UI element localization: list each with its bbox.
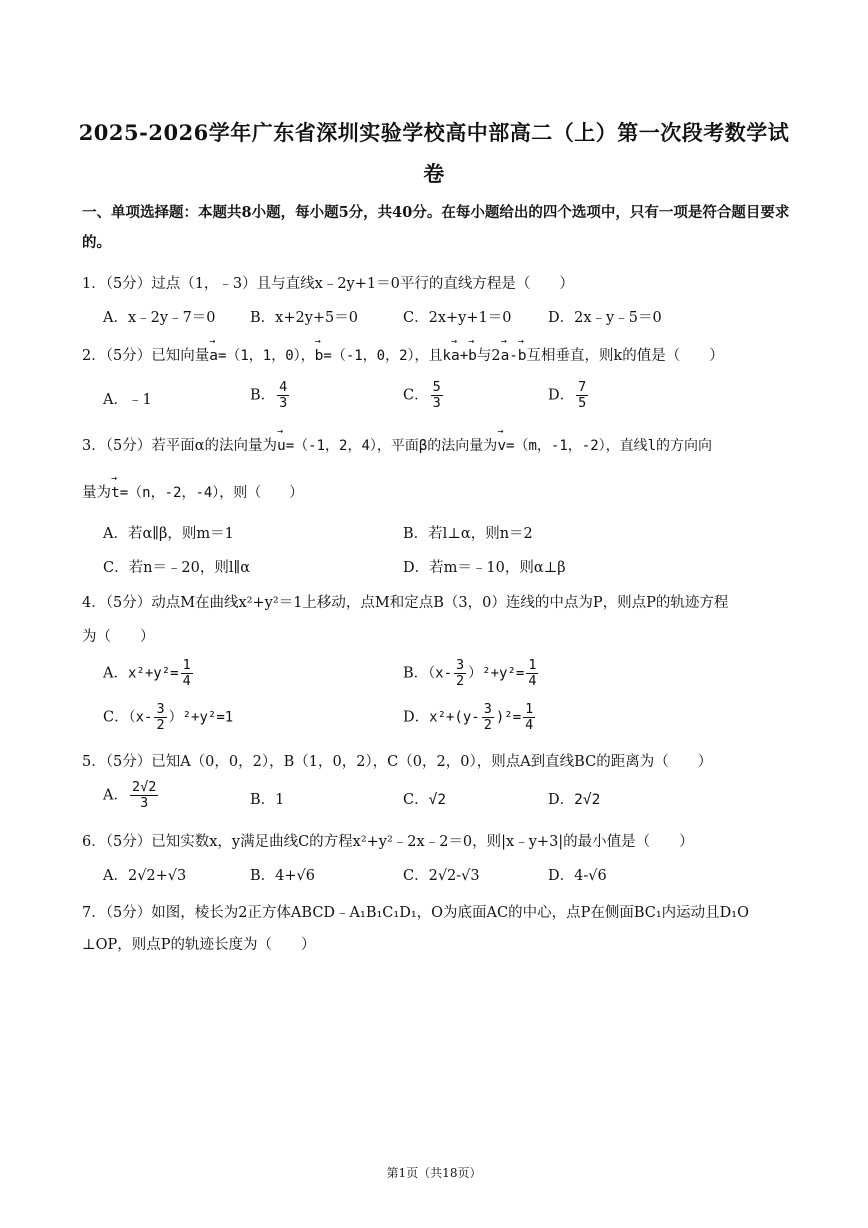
exam-title-line1: 2025-2026学年广东省深圳实验学校高中部高二（上）第一次段考数学试 (78, 120, 790, 145)
vector-a-2: → a (451, 348, 460, 364)
q5-option-d: D．2√2 (548, 792, 601, 808)
question-7-stem-line1: 7．（5分）如图，棱长为2正方体ABCD﹣A₁B₁C₁D₁，O为底面AC的中心，点P在侧面BC₁内运动且D₁O (82, 905, 750, 921)
q2-minus: - (509, 348, 518, 364)
q5-option-c: C．√2 (403, 792, 447, 808)
question-4-stem-line2: 为（ ） (82, 629, 155, 645)
vector-a: → a (209, 348, 218, 364)
q3-option-b: B．若l⊥α，则n＝2 (403, 526, 533, 542)
vector-a-3: → a (501, 348, 510, 364)
q6-option-b: B．4+√6 (250, 868, 315, 884)
q4-option-c: C．（x- $\frac{3}{2}$ ）²+y²=1 (103, 701, 234, 733)
q2-option-a: A．﹣1 (103, 392, 152, 408)
vector-b-3: → b (518, 348, 527, 364)
q1-option-c: C．2x+y+1＝0 (403, 310, 512, 326)
q2-text-2: 与2 (476, 348, 501, 364)
q4-option-a: A．x²+y²= $\frac{1}{4}$ (103, 657, 191, 689)
question-7-stem-line2: ⊥OP，则点P的轨迹长度为（ ） (82, 937, 316, 953)
question-3-stem-line1: 3．（5分）若平面α的法向量为→ u=（-1，2，4），平面β的法向量为→ v=（m，-1，-2），直线l的方向向 (82, 434, 812, 455)
question-5-stem: 5．（5分）已知A（0，0，2），B（1，0，2），C（0，2，0），则点A到直线BC的距离为（ ） (82, 754, 713, 770)
vector-a-value: =（1，1，0）， (217, 348, 315, 364)
q1-option-a: A．x﹣2y﹣7＝0 (103, 310, 216, 326)
q2-text-3: 互相垂直，则k的值是（ ） (526, 348, 724, 364)
q1-option-d: D．2x﹣y﹣5＝0 (548, 310, 662, 326)
fraction: $\frac{7}{5}$ (578, 379, 587, 411)
exam-title-line2: 卷 (423, 161, 445, 186)
q3-option-d: D．若m＝﹣10，则α⊥β (403, 560, 566, 576)
q2-plus: + (459, 348, 469, 364)
q5-option-b: B．1 (250, 792, 285, 808)
question-1-stem: 1．（5分）过点（1，﹣3）且与直线x﹣2y+1＝0平行的直线方程是（ ） (82, 276, 574, 292)
vector-b-2: → b (468, 348, 477, 364)
q3-option-a: A．若α∥β，则m＝1 (103, 526, 234, 542)
vector-b-value: =（-1，0，2），且k (323, 348, 451, 364)
vector-u: → u (277, 438, 286, 454)
q6-option-c: C．2√2-√3 (403, 868, 480, 884)
question-3-stem-line2: 量为→ t=（n，-2，-4），则（ ） (82, 481, 812, 502)
q2-option-c: C． $\frac{5}{3}$ (403, 379, 441, 411)
question-4-stem-line1: 4．（5分）动点M在曲线x²+y²＝1上移动，点M和定点B（3，0）连线的中点为P，则点P的轨迹方程 (82, 595, 729, 611)
question-6-stem: 6．（5分）已知实数x，y满足曲线C的方程x²+y²﹣2x﹣2＝0，则|x﹣y+3|的最小值是（ ） (82, 834, 694, 850)
q2-option-b: B． $\frac{4}{3}$ (250, 379, 288, 411)
fraction: $\frac{4}{3}$ (279, 379, 288, 411)
q5-option-a: A． $\frac{2√2}{3}$ (103, 779, 157, 811)
fraction: $\frac{5}{3}$ (432, 379, 441, 411)
q2-option-d: D． $\frac{7}{5}$ (548, 379, 587, 411)
section-heading: 一、单项选择题：本题共8小题，每小题5分，共40分。在每小题给出的四个选项中，只有一项是符合题目要求的。 (82, 204, 790, 251)
q1-option-b: B．x+2y+5＝0 (250, 310, 358, 326)
question-2-stem (82, 344, 812, 365)
q6-option-a: A．2√2+√3 (103, 868, 187, 884)
q2-text-1: 2．（5分）已知向量 (82, 348, 210, 364)
vector-b: → b (315, 348, 324, 364)
q6-option-d: D．4-√6 (548, 868, 607, 884)
q4-option-b: B．（x- $\frac{3}{2}$ ）²+y²= $\frac{1}{4}$ (403, 657, 537, 689)
vector-t: → t (111, 485, 120, 501)
q3-option-c: C．若n＝﹣20，则l∥α (103, 560, 251, 576)
vector-v: → v (497, 438, 506, 454)
page-footer: 第1页（共18页） (386, 1166, 482, 1180)
q4-option-d: D．x²+(y- $\frac{3}{2}$ )²= $\frac{1}{4}$ (403, 701, 534, 733)
